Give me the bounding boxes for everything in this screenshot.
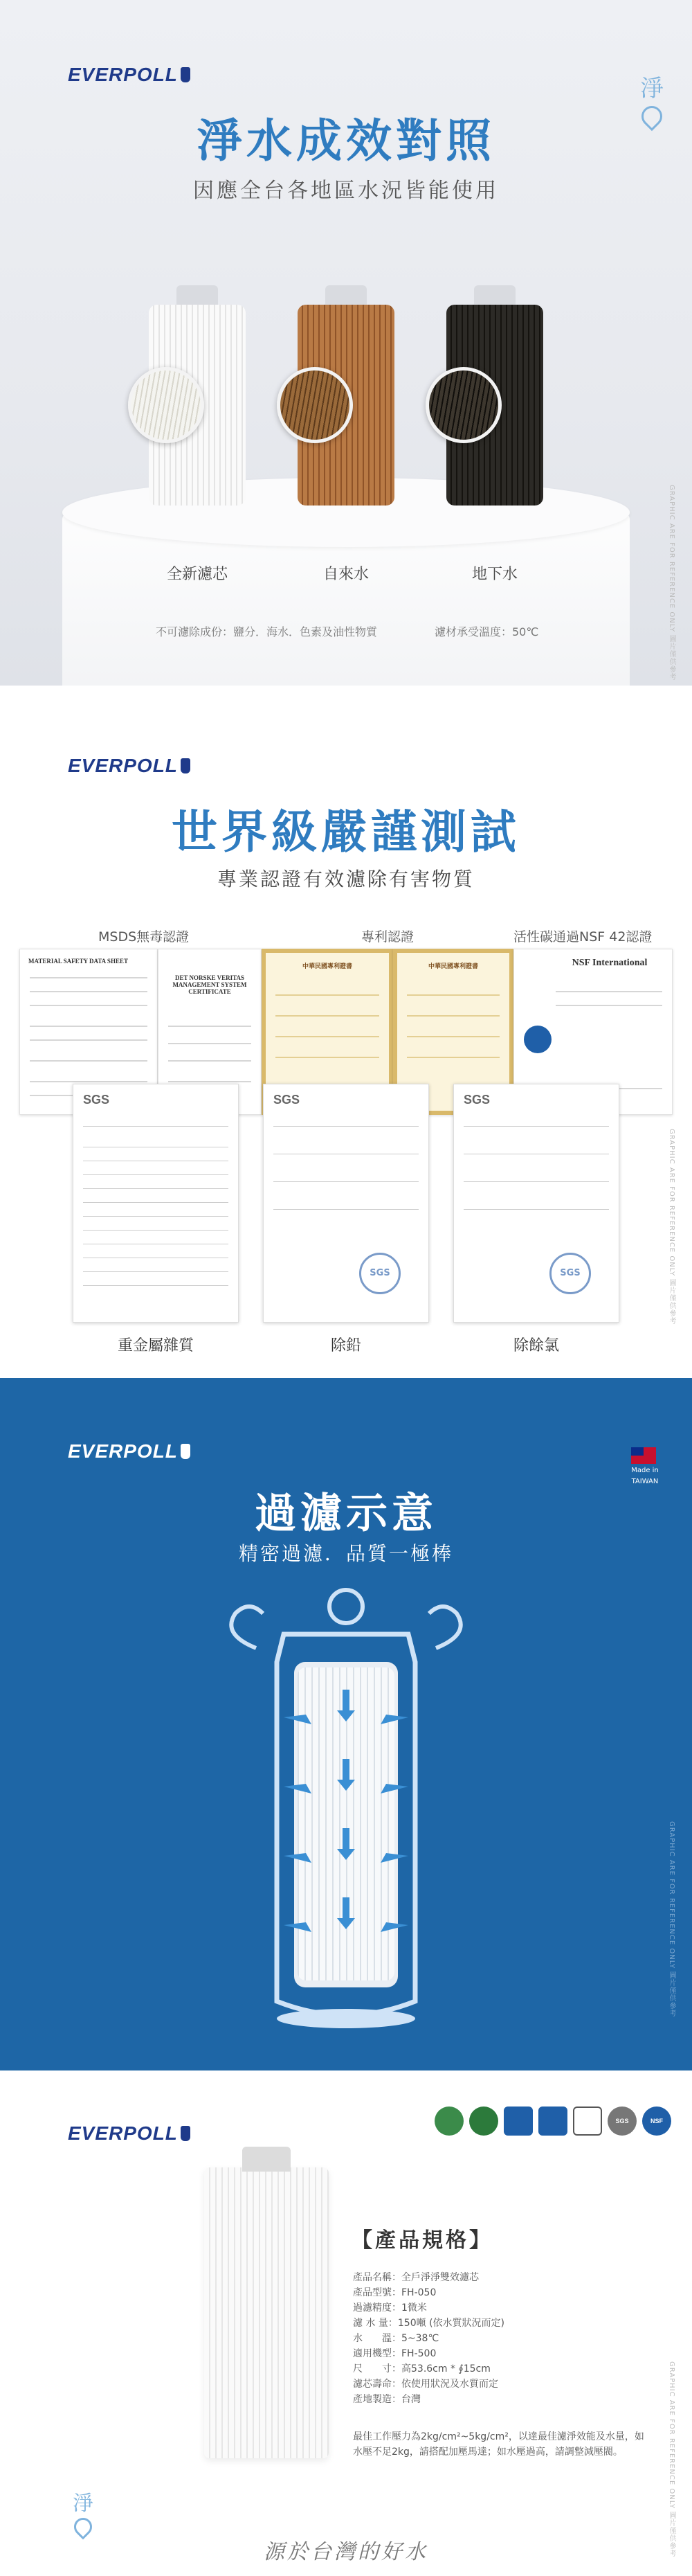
caption-lead: 除鉛 <box>330 1337 361 1354</box>
dnv-badge-icon <box>538 2107 567 2136</box>
note-temperature: 濾材承受溫度：50℃ <box>435 625 539 638</box>
cartridge-label: 地下水 <box>471 566 518 583</box>
patent-certificate-2: 中華民國專利證書 <box>393 949 513 1115</box>
nsf-seal-icon <box>524 1026 552 1053</box>
disclaimer-vertical: GRAPHIC ARE FOR REFERENCE ONLY 圖片僅供參考 <box>668 1821 675 2018</box>
logo-mark-icon <box>181 758 190 773</box>
section-subtitle: 因應全台各地區水況皆能使用 <box>193 179 499 203</box>
spec-item: 適用機型：FH-500 <box>353 2348 437 2359</box>
disclaimer-vertical: GRAPHIC ARE FOR REFERENCE ONLY 圖片僅供參考 <box>668 1129 675 1325</box>
sgs-stamp-icon: SGS <box>549 1253 591 1294</box>
patent-certificate-1: 中華民國專利證書 <box>262 949 393 1115</box>
spec-item: 產品名稱：全戶淨淨雙效濾芯 <box>353 2272 479 2283</box>
housing-top-ring <box>329 1590 363 1623</box>
jing-mark-icon: 淨 <box>69 2486 97 2536</box>
certification-badges <box>435 2107 671 2136</box>
cartridge-tap-water <box>298 305 394 506</box>
cartridge-label: 全新濾芯 <box>166 566 228 583</box>
section-title: 過濾示意 <box>255 1490 437 1538</box>
logo-mark-icon <box>181 67 190 82</box>
section-subtitle: 專業認證有效濾除有害物質 <box>217 868 475 891</box>
jing-mark-icon: 淨 <box>638 69 666 132</box>
iso-badge-icon <box>504 2107 533 2136</box>
caption-patent: 專利認證 <box>361 929 415 945</box>
spec-item: 產品型號：FH-050 <box>353 2287 437 2298</box>
sgs-report-lead: SGS SGS <box>263 1084 429 1323</box>
caption-msds: MSDS無毒認證 <box>98 929 190 945</box>
gmp-badge-icon <box>469 2107 498 2136</box>
brand-logo: EVERPOLL <box>68 2122 190 2145</box>
sgs-report-heavy-metal: SGS <box>73 1084 239 1323</box>
green-mark-icon <box>435 2107 464 2136</box>
brand-logo: EVERPOLL <box>68 1440 190 1463</box>
dnv-certificate: DET NORSKE VERITAS MANAGEMENT SYSTEM CERTIFICATE <box>158 949 262 1115</box>
housing-base <box>277 2009 415 2028</box>
section-subtitle: 精密過濾．品質一極棒 <box>238 1542 453 1565</box>
filtration-diagram <box>208 1586 484 2036</box>
made-in-taiwan-badge: Made in TAIWAN <box>631 1447 659 1486</box>
brand-logo: EVERPOLL <box>68 755 190 777</box>
nsf-badge-icon: NSF <box>642 2107 671 2136</box>
brand-slogan: 源於台灣的好水 <box>264 2540 428 2564</box>
caption-heavy-metal: 重金屬雜質 <box>117 1337 194 1354</box>
logo-mark-icon <box>181 1444 190 1459</box>
spec-item: 過濾精度：1微米 <box>353 2302 427 2314</box>
cartridge-label: 自來水 <box>322 566 369 583</box>
section-title: 淨水成效對照 <box>197 114 495 168</box>
section-title: 世界級嚴謹測試 <box>172 805 520 859</box>
magnifier-new <box>128 367 204 443</box>
spec-item: 尺 寸：高53.6cm * ∮15cm <box>353 2363 491 2374</box>
taiwan-flag-icon <box>631 1447 656 1464</box>
magnifier-tap <box>277 367 353 443</box>
brand-logo: EVERPOLL <box>68 64 190 86</box>
product-cartridge-image <box>204 2167 329 2458</box>
note-filter-limit: 不可濾除成份：鹽分．海水．色素及油性物質 <box>156 625 378 638</box>
msds-badge-icon <box>573 2107 602 2136</box>
sgs-badge-icon: SGS <box>608 2107 637 2136</box>
nsf-certificate: NSF International <box>513 949 673 1115</box>
sgs-report-chlorine: SGS SGS <box>453 1084 619 1323</box>
disclaimer-vertical: GRAPHIC ARE FOR REFERENCE ONLY 圖片僅供參考 <box>668 485 675 681</box>
filtration-section <box>0 1378 692 2070</box>
caption-chlorine: 除餘氯 <box>513 1337 559 1354</box>
spec-item: 產地製造：台灣 <box>353 2394 421 2405</box>
comparison-section <box>0 0 692 686</box>
sgs-report-row <box>73 1084 619 1323</box>
pressure-note: 最佳工作壓力為2kg/cm²~5kg/cm²，以達最佳濾淨效能及水量，如水壓不足2kg，請搭配加壓馬達；如水壓過高，請調整減壓閥。 <box>353 2431 644 2458</box>
certification-section <box>0 686 692 1378</box>
sgs-stamp-icon: SGS <box>359 1253 401 1294</box>
specification-section <box>0 2070 692 2576</box>
logo-mark-icon <box>181 2126 190 2141</box>
msds-certificate: MATERIAL SAFETY DATA SHEET <box>19 949 158 1115</box>
spec-list <box>353 2270 616 2407</box>
cartridge-groundwater <box>446 305 543 506</box>
magnifier-ground <box>426 367 502 443</box>
housing-handle <box>231 1607 460 1648</box>
spec-item: 濾 水 量：150噸 (依水質狀況而定) <box>353 2318 504 2329</box>
disclaimer-vertical: GRAPHIC ARE FOR REFERENCE ONLY 圖片僅供參考 <box>668 2361 675 2558</box>
spec-item: 濾芯壽命：依使用狀況及水質而定 <box>353 2379 498 2390</box>
spec-title: 【產品規格】 <box>352 2228 493 2253</box>
cartridge-new <box>149 305 246 506</box>
spec-item: 水 溫：5~38℃ <box>353 2333 439 2344</box>
caption-nsf: 活性碳通過NSF 42認證 <box>513 929 653 945</box>
